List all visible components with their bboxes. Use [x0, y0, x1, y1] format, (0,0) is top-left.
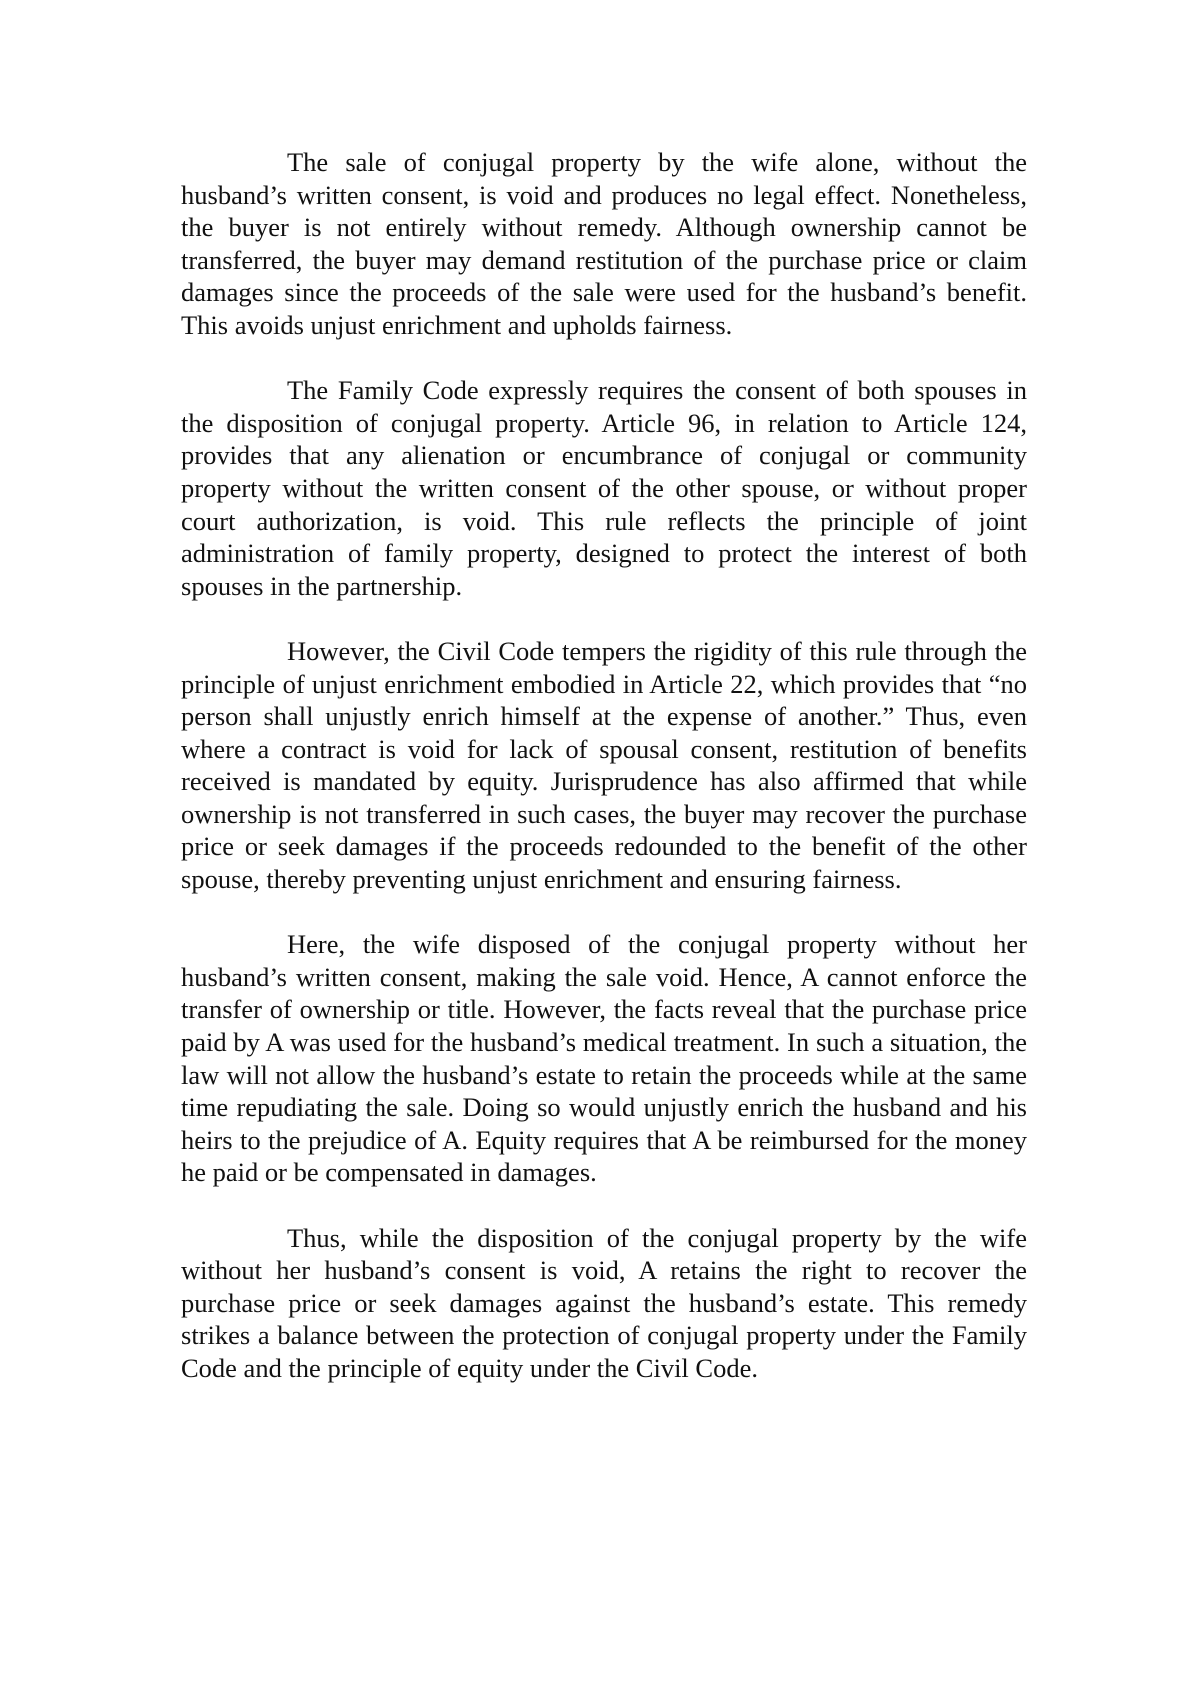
document-body: [181, 146, 1027, 1417]
paragraph-4: Here, the wife disposed of the conjugal property without her husband’s written consent, making the sale void. Hence, A cannot enforce the transfer of ownership or title. However, the facts reveal that the purchase price paid by A was used for the husband’s medical treatment. In such a situation, the law will not allow the husband’s estate to retain the proceeds while at the same time repudiating the sale. Doing so would unjustly enrich the husband and his heirs to the prejudice of A. Equity requires that A be reimbursed for the money he paid or be compensated in damages.: [181, 929, 1027, 1188]
paragraph-1: The sale of conjugal property by the wife alone, without the husband’s written consent, is void and produces no legal effect. Nonetheless, the buyer is not entirely without remedy. Although ownership cannot be transferred, the buyer may demand restitution of the purchase price or claim damages since the proceeds of the sale were used for the husband’s benefit. This avoids unjust enrichment and upholds fairness.: [181, 147, 1027, 340]
paragraph-2: The Family Code expressly requires the consent of both spouses in the disposition of conjugal property. Article 96, in relation to Article 124, provides that any alienation or encumbrance of conjugal or community property without the written consent of the other spouse, or without proper court authorization, is void. This rule reflects the principle of joint administration of family property, designed to protect the interest of both spouses in the partnership.: [181, 375, 1027, 601]
paragraph-5: Thus, while the disposition of the conjugal property by the wife without her husband’s consent is void, A retains the right to recover the purchase price or seek damages against the husband’s estate. This remedy strikes a balance between the protection of conjugal property under the Family Code and the principle of equity under the Civil Code.: [181, 1222, 1027, 1383]
paragraph-3: However, the Civil Code tempers the rigidity of this rule through the principle of unjust enrichment embodied in Article 22, which provides that “no person shall unjustly enrich himself at the expense of another.” Thus, even where a contract is void for lack of spousal consent, restitution of benefits received is mandated by equity. Jurisprudence has also affirmed that while ownership is not transferred in such cases, the buyer may recover the purchase price or seek damages if the proceeds redounded to the benefit of the other spouse, thereby preventing unjust enrichment and ensuring fairness.: [181, 635, 1027, 895]
